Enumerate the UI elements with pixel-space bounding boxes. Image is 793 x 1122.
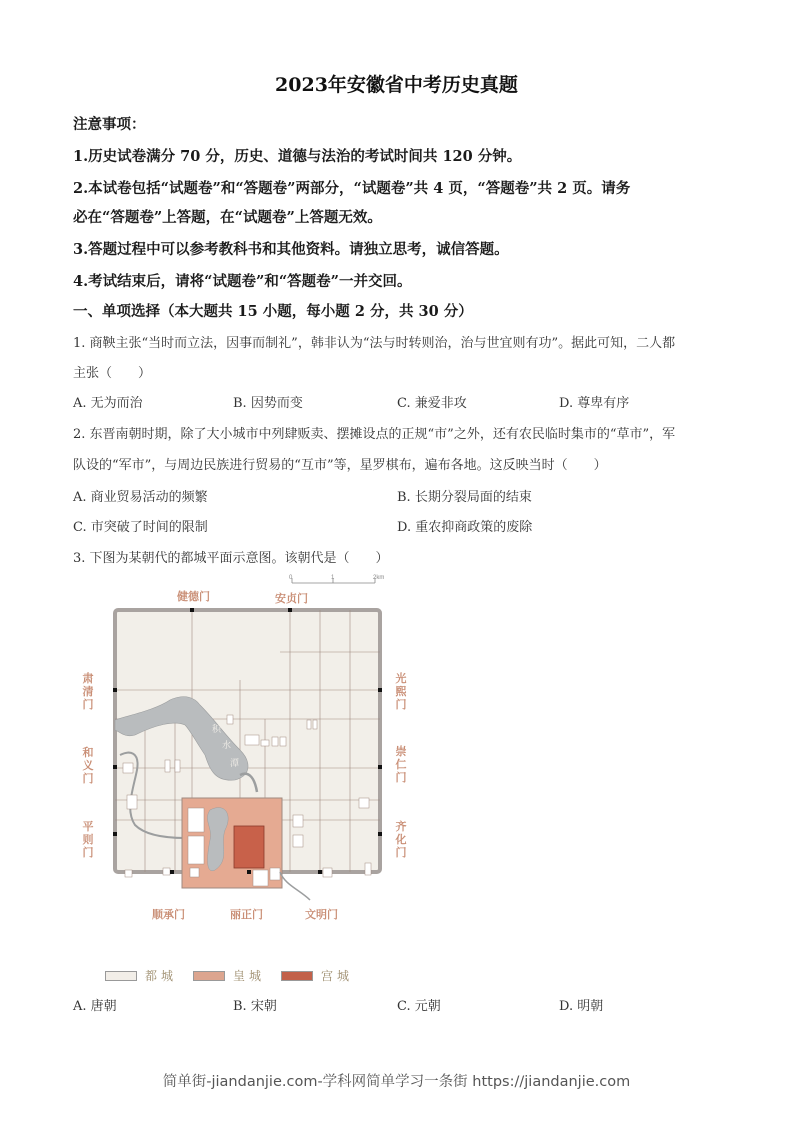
legend-label-palace: 宫城 xyxy=(321,969,354,983)
capital-city-map xyxy=(75,570,415,990)
legend-label-imperial: 皇城 xyxy=(233,969,266,983)
map-legend xyxy=(105,967,353,984)
svg-text:1: 1 xyxy=(331,575,335,581)
q2-option-a: A. 商业贸易活动的频繁 xyxy=(73,490,208,505)
svg-text:0: 0 xyxy=(289,575,293,581)
gate-qihua: 齐化门 xyxy=(395,820,407,859)
q2-option-c: C. 市突破了时间的限制 xyxy=(73,520,208,535)
gate-wenming: 文明门 xyxy=(305,908,338,921)
q3-option-b: B. 宋朝 xyxy=(233,999,277,1014)
lake-label-2: 水 xyxy=(222,741,232,751)
notice-item-2: 2.本试卷包括“试题卷”和“答题卷”两部分，“试题卷”共 4 页，“答题卷”共 2 页。请务 xyxy=(73,180,631,197)
legend-swatch-palace xyxy=(281,971,313,981)
notice-item-2-cont: 必在“答题卷”上答题，在“试题卷”上答题无效。 xyxy=(73,209,382,226)
page-title: 2023年安徽省中考历史真题 xyxy=(275,74,518,96)
map-graphic xyxy=(75,570,415,990)
question-1-line-1: 1. 商鞅主张“当时而立法，因事而制礼”，韩非认为“法与时转则治，治与世宜则有功”。据此可知，二人都 xyxy=(73,336,676,351)
lake-label-3: 潭 xyxy=(230,759,240,769)
footer-watermark: 简单街-jiandanjie.com-学科网简单学习一条街 https://jiandanjie.com xyxy=(162,1074,631,1090)
question-2-line-2: 队设的“军市”，与周边民族进行贸易的“互市”等，星罗棋布，遍布各地。这反映当时（ ） xyxy=(73,458,607,473)
svg-text:2km: 2km xyxy=(373,575,385,581)
gate-heyi: 和义门 xyxy=(82,746,94,785)
q3-option-a: A. 唐朝 xyxy=(73,999,117,1014)
notice-item-3: 3.答题过程中可以参考教科书和其他资料。请独立思考，诚信答题。 xyxy=(73,241,509,258)
q3-option-c: C. 元朝 xyxy=(397,999,441,1014)
gate-anzhen: 安贞门 xyxy=(275,592,308,605)
q1-option-b: B. 因势而变 xyxy=(233,396,303,411)
gate-lizheng: 丽正门 xyxy=(230,908,263,921)
notice-item-1: 1.历史试卷满分 70 分，历史、道德与法治的考试时间共 120 分钟。 xyxy=(73,148,522,165)
q1-option-a: A. 无为而治 xyxy=(73,396,143,411)
legend-swatch-capital xyxy=(105,971,137,981)
question-1-line-2: 主张（ ） xyxy=(73,366,152,381)
gate-shuncheng: 顺承门 xyxy=(152,908,185,921)
lake-label-1: 积 xyxy=(212,725,222,735)
notice-item-4: 4.考试结束后，请将“试题卷”和“答题卷”一并交回。 xyxy=(73,273,412,290)
legend-swatch-imperial xyxy=(193,971,225,981)
gate-guangxi: 光熙门 xyxy=(395,672,407,711)
gate-chongren: 崇仁门 xyxy=(395,745,407,784)
q3-option-d: D. 明朝 xyxy=(559,999,604,1014)
notice-heading: 注意事项： xyxy=(73,116,146,133)
palace-city xyxy=(234,826,264,868)
legend-label-capital: 都城 xyxy=(145,969,178,983)
q1-option-d: D. 尊卑有序 xyxy=(559,396,630,411)
gate-suqing: 肃清门 xyxy=(82,672,94,711)
section-heading: 一、单项选择（本大题共 15 小题，每小题 2 分，共 30 分） xyxy=(73,303,473,320)
gate-pingze: 平则门 xyxy=(82,820,94,859)
q2-option-b: B. 长期分裂局面的结束 xyxy=(397,490,532,505)
question-3-line-1: 3. 下图为某朝代的都城平面示意图。该朝代是（ ） xyxy=(73,551,389,566)
q2-option-d: D. 重农抑商政策的废除 xyxy=(397,520,533,535)
question-2-line-1: 2. 东晋南朝时期，除了大小城市中列肆贩卖、摆摊设点的正规“市”之外，还有农民临时集市的“草市”，军 xyxy=(73,427,676,442)
gate-jiande: 健德门 xyxy=(177,590,210,603)
q1-option-c: C. 兼爱非攻 xyxy=(397,396,467,411)
